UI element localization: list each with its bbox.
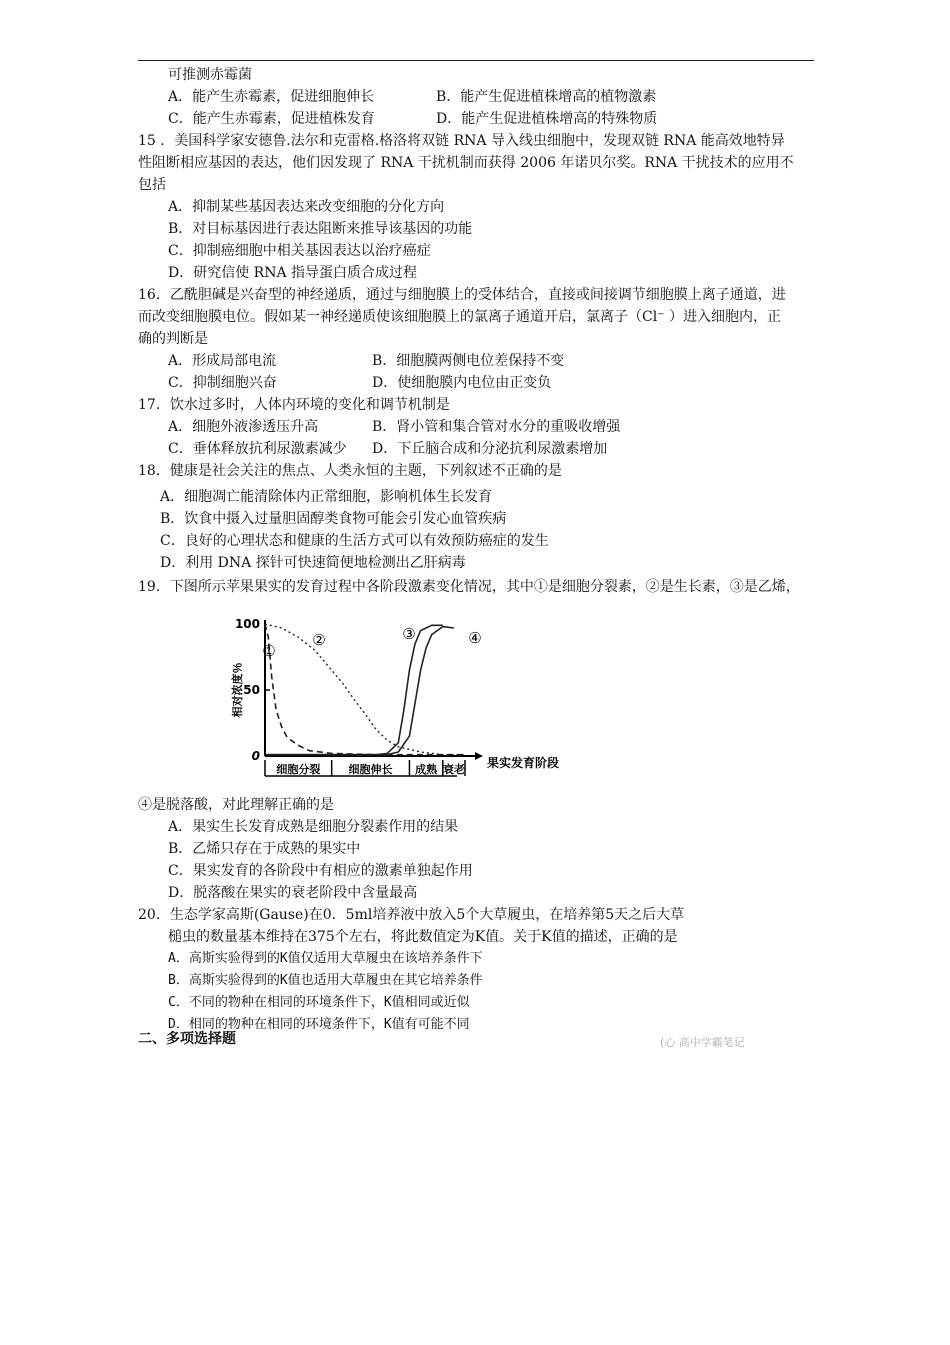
q18-option-d: D．利用 DNA 探针可快速简便地检测出乙肝病毒: [160, 555, 466, 571]
q15-stem-line3: 包括: [138, 177, 166, 193]
hormone-chart: [225, 612, 565, 792]
q14-option-a: A．能产生赤霉素，促进细胞伸长: [168, 89, 375, 105]
q14-option-c: C．能产生赤霉素，促进植株发育: [168, 111, 375, 127]
q17-stem: 17．饮水过多时，人体内环境的变化和调节机制是: [138, 397, 450, 413]
q15-option-c: C．抑制癌细胞中相关基因表达以治疗癌症: [168, 243, 431, 259]
series-line-4: [265, 627, 454, 755]
q15-option-d: D．研究信使 RNA 指导蛋白质合成过程: [168, 265, 418, 281]
q14-option-d: D．能产生促进植株增高的特殊物质: [436, 111, 658, 127]
q19-stem-line1: 19．下图所示苹果果实的发育过程中各阶段激素变化情况，其中①是细胞分裂素，②是生长素，③是乙烯，: [138, 579, 800, 595]
watermark: (心 高中学霸笔记: [660, 1036, 745, 1049]
q19-stem-line2: ④是脱落酸，对此理解正确的是: [138, 797, 334, 813]
q14-option-b: B．能产生促进植株增高的植物激素: [436, 89, 657, 105]
q19-option-c: C．果实发育的各阶段中有相应的激素单独起作用: [168, 863, 473, 879]
q16-option-d: D．使细胞膜内电位由正变负: [372, 375, 552, 391]
stage-label: 细胞分裂: [276, 763, 321, 776]
q15-stem-line1: 15 ．美国科学家安德鲁.法尔和克雷格.格洛将双链 RNA 导入线虫细胞中，发现双链 RNA 能高效地特异: [138, 133, 785, 149]
q20-stem-line2: 槌虫的数量基本维持在375个左右，将此数值定为K值。关于K值的描述，正确的是: [168, 929, 678, 945]
q17-option-a: A．细胞外液渗透压升高: [168, 419, 319, 435]
q15-option-b: B．对目标基因进行表达阻断来推导该基因的功能: [168, 221, 473, 237]
series-marker-3: ③: [402, 625, 416, 643]
q15-stem-line2: 性阻断相应基因的表达，他们因发现了 RNA 干扰机制而获得 2006 年诺贝尔奖。RNA 干扰技术的应用不: [138, 155, 794, 171]
y-tick-label: 0: [251, 749, 260, 763]
q15-option-a: A．抑制某些基因表达来改变细胞的分化方向: [168, 199, 445, 215]
q17-option-c: C．垂体释放抗利尿激素减少: [168, 441, 347, 457]
x-axis-label: 果实发育阶段: [487, 756, 560, 770]
q19-option-a: A．果实生长发育成熟是细胞分裂素作用的结果: [168, 819, 459, 835]
y-tick-label: 100: [234, 617, 260, 631]
series-marker-1: ①: [262, 642, 276, 660]
q20-option-c: C．不同的物种在相同的环境条件下，K值相同或近似: [168, 995, 470, 1010]
q16-option-a: A．形成局部电流: [168, 353, 277, 369]
series-marker-4: ④: [468, 629, 482, 647]
series-marker-2: ②: [312, 631, 326, 649]
stage-label: 成熟: [415, 763, 438, 776]
q16-stem-line1: 16．乙酰胆碱是兴奋型的神经递质，通过与细胞膜上的受体结合，直接或间接调节细胞膜上离子通道，进: [138, 287, 786, 303]
q18-option-c: C．良好的心理状态和健康的生活方式可以有效预防癌症的发生: [160, 533, 549, 549]
q16-option-b: B．细胞膜两侧电位差保持不变: [372, 353, 565, 369]
q20-option-a: A．高斯实验得到的K值仅适用大草履虫在该培养条件下: [168, 951, 483, 966]
q17-option-b: B．肾小管和集合管对水分的重吸收增强: [372, 419, 621, 435]
q19-option-b: B．乙烯只存在于成熟的果实中: [168, 841, 361, 857]
x-axis-arrow: [475, 752, 483, 760]
header-rule: [138, 60, 814, 61]
q14-stem-end: 可推测赤霉菌: [168, 67, 252, 83]
q18-stem: 18．健康是社会关注的焦点、人类永恒的主题，下列叙述不正确的是: [138, 463, 562, 479]
q20-stem-line1: 20．生态学家高斯(Gause)在0．5ml培养液中放入5个大草履虫，在培养第5天之后大草: [138, 907, 685, 923]
q16-stem-line2: 而改变细胞膜电位。假如某一神经递质使该细胞膜上的氯离子通道开启，氯离子（Cl⁻ ）进入细胞内，正: [138, 309, 782, 325]
y-axis-label: 相对浓度％: [231, 662, 244, 718]
q18-option-b: B．饮食中摄入过量胆固醇类食物可能会引发心血管疾病: [160, 511, 507, 527]
q16-option-c: C．抑制细胞兴奋: [168, 375, 277, 391]
q19-option-d: D．脱落酸在果实的衰老阶段中含量最高: [168, 885, 418, 901]
q18-option-a: A．细胞凋亡能清除体内正常细胞，影响机体生长发育: [160, 489, 493, 505]
stage-label: 衰老: [442, 763, 465, 776]
series-line-2: [265, 624, 465, 755]
q20-option-b: B．高斯实验得到的K值也适用大草履虫在其它培养条件: [168, 973, 483, 988]
q20-option-d: D．相同的物种在相同的环境条件下，K值有可能不同: [168, 1017, 470, 1032]
series-line-3: [265, 625, 443, 754]
stage-label: 细胞伸长: [348, 763, 393, 776]
series-line-1: [265, 624, 465, 755]
y-tick-label: 50: [243, 683, 260, 697]
q17-option-d: D．下丘脑合成和分泌抗利尿激素增加: [372, 441, 608, 457]
section-multiple-choice-heading: 二、多项选择题: [138, 1031, 236, 1047]
q16-stem-line3: 确的判断是: [138, 331, 208, 347]
